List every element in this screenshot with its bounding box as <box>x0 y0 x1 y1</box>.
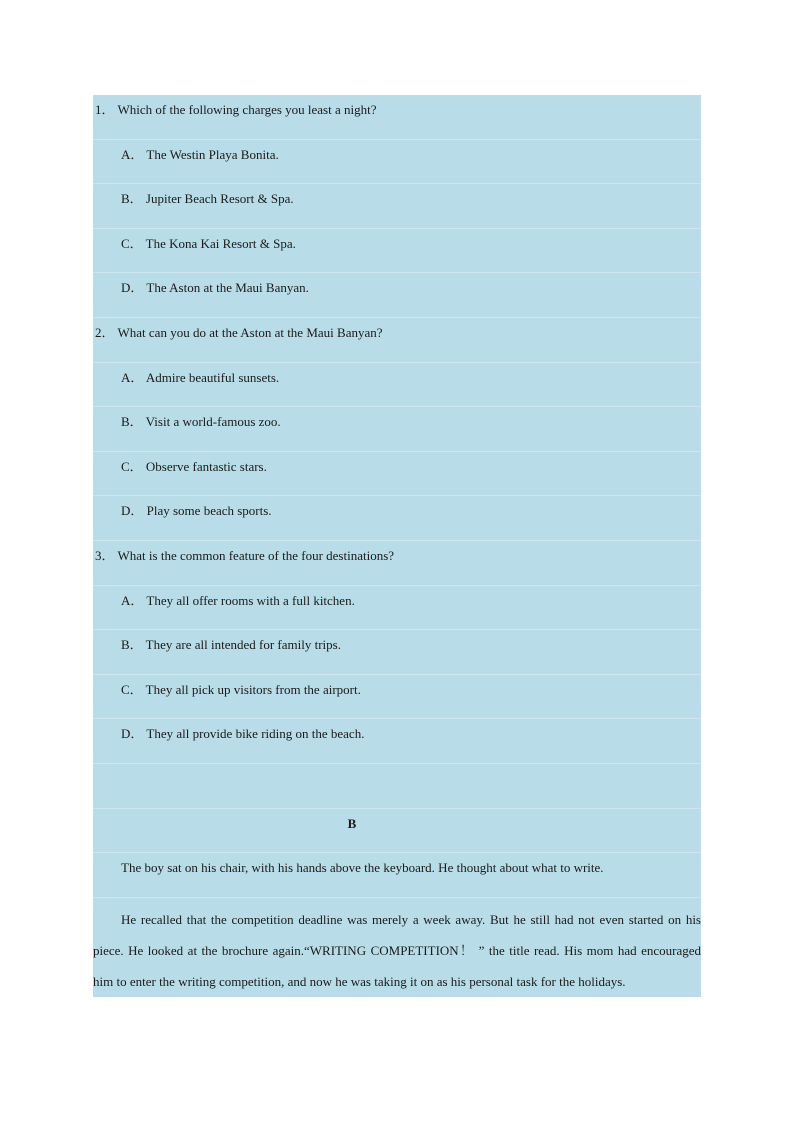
question-1-option-d: D． The Aston at the Maui Banyan. <box>93 273 701 318</box>
question-1-option-b: B． Jupiter Beach Resort & Spa. <box>93 184 701 229</box>
question-1: 1． Which of the following charges you least a night? <box>93 95 701 140</box>
question-3-option-a: A． They all offer rooms with a full kitchen. <box>93 586 701 631</box>
section-b-title: B <box>93 809 701 854</box>
document-body <box>93 95 701 997</box>
question-3-option-d: D． They all provide bike riding on the beach. <box>93 719 701 764</box>
question-2-option-c: C． Observe fantastic stars. <box>93 452 701 497</box>
question-3: 3． What is the common feature of the four destinations? <box>93 541 701 586</box>
question-3-option-b: B． They are all intended for family trips. <box>93 630 701 675</box>
question-2-option-b: B． Visit a world-famous zoo. <box>93 407 701 452</box>
question-1-option-a: A． The Westin Playa Bonita. <box>93 140 701 185</box>
question-2-option-a: A． Admire beautiful sunsets. <box>93 363 701 408</box>
question-2: 2． What can you do at the Aston at the Maui Banyan? <box>93 318 701 363</box>
question-2-option-d: D． Play some beach sports. <box>93 496 701 541</box>
section-b-paragraph-2: He recalled that the competition deadline was merely a week away. But he still had not even started on his piece. He looked at the brochure again.“WRITING COMPETITION！ ” the title read. His mom had encouraged him to enter the writing competition, and now he was taking it on as his personal task for the holidays. <box>93 911 701 989</box>
section-b-paragraph-1: The boy sat on his chair, with his hands above the keyboard. He thought about what to write. <box>93 853 701 898</box>
question-3-option-c: C． They all pick up visitors from the airport. <box>93 675 701 720</box>
question-1-option-c: C． The Kona Kai Resort & Spa. <box>93 229 701 274</box>
spacer <box>93 764 701 809</box>
